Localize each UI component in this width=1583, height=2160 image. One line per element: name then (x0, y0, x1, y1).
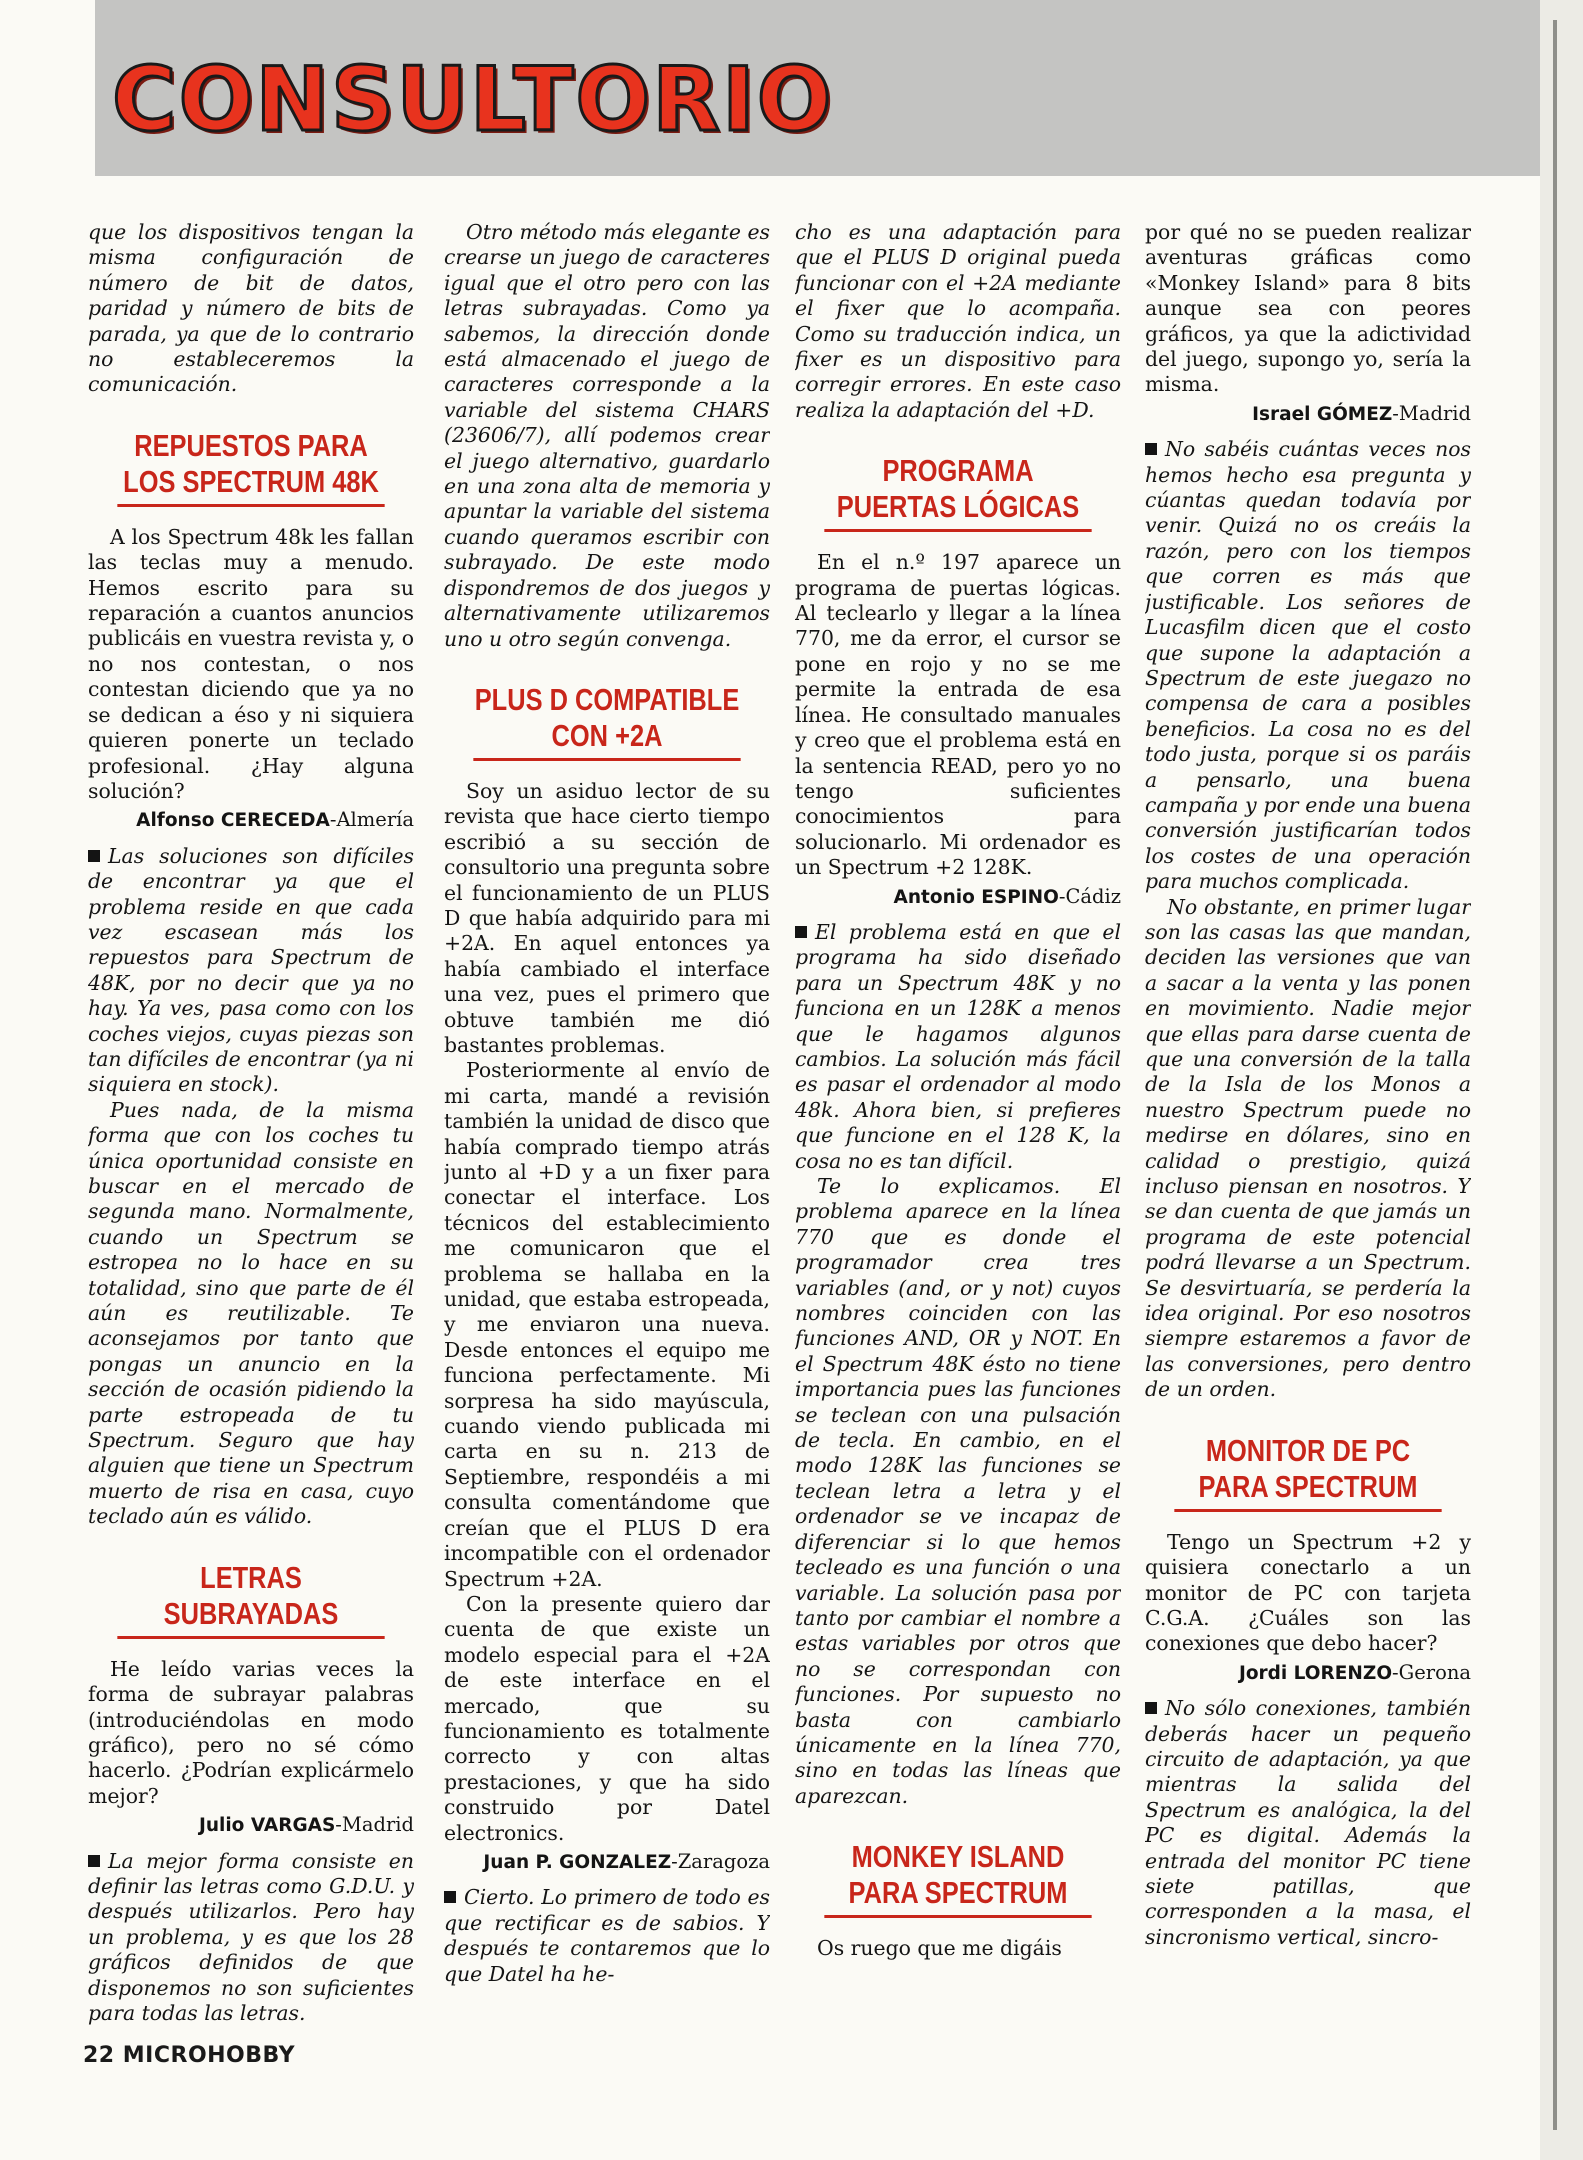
question-text: He leído varias veces la forma de subrayar palabras (introduciéndolas en modo gráfico), pero no sé cómo hacerlo. ¿Podrían explicármelo mejor? (88, 1656, 414, 1808)
heading-plus-d: PLUS D COMPATIBLE CON +2A (473, 682, 740, 761)
answer-body: No sólo conexiones, también deberás hacer un pequeño circuito de adaptación, ya que mientras la salida del Spectrum es analógica, la del PC es digital. Además la entrada del monitor PC tiene siete patillas, que corresponden a la masa, el sincronismo vertical, sincro- (1145, 1696, 1471, 1949)
answer-text: Te lo explicamos. El problema aparece en la línea 770 que es donde el programador crea tres variables (and, or y not) cuyos nombres coinciden con las funciones AND, OR y NOT. En el Spectrum 48K ésto no tiene importancia pues las funciones se teclean con una pulsación de tecla. En cambio, en el modo 128K las funciones se teclean letra a letra y el ordenador se ve incapaz de diferenciar si lo que hemos tecleado es una función o una variable. La solución pasa por tanto por cambiar el nombre a estas variables por otros que no se correspondan con funciones. Por supuesto no basta con cambiarlo únicamente en la línea 770, sino en todas las líneas que aparezcan. (795, 1174, 1121, 1808)
question-text: A los Spectrum 48k les fallan las teclas muy a menudo. Hemos escrito para su reparación a cuantos anuncios publicáis en vuestra revista y, o no nos contestan, o nos contestan diciendo que ya no se dedican a éso y ni siquiera quieren ponerte un teclado profesional. ¿Hay alguna solución? (88, 524, 414, 803)
page-edge-line (1553, 20, 1557, 2130)
signature (88, 1812, 414, 1838)
question-text: Posteriormente al envío de mi carta, mandé a revisión también la unidad de disco que había comprado tiempo atrás junto al +D y a un fixer para conectar el interface. Los técnicos del establecimiento me comunicaron que el problema se hallaba en la unidad, que estaba estropeada, y me enviaron una nueva. Desde entonces el equipo me funciona perfectamente. Mi sorpresa ha sido mayúscula, cuando viendo publicada mi carta en su n. 213 de Septiembre, respondéis a mi consulta comentándome que creían que el PLUS D era incompatible con el ordenador Spectrum +2A. (444, 1058, 770, 1591)
heading-puertas: PROGRAMA PUERTAS LÓGICAS (824, 453, 1091, 532)
answer-text (88, 1849, 414, 2027)
answer-body: La mejor forma consiste en definir las letras como G.D.U. y después utilizarlos. Pero hay un problema, y es que los 28 gráficos definidos de que disponemos no son suficientes para todas las letras. (88, 1848, 414, 2025)
question-text: Con la presente quiero dar cuenta de que existe un modelo especial para el +2A de este interface en el mercado, que su funcionamiento es totalmente correcto y con altas prestaciones, y que ha sido construido por Datel electronics. (444, 1591, 770, 1845)
author-name: Israel GÓMEZ (1252, 403, 1393, 425)
answer-continuation: Otro método más elegante es crearse un juego de caracteres igual que el otro pero con las letras subrayadas. Como ya sabemos, la dirección donde está almacenado el juego de caracteres corresponde a la variable del sistema CHARS (23606/7), allí podemos crear el juego alternativo, guardarlo en una zona alta de memoria y apuntar la variable del sistema cuando queramos escribir con subrayado. De este modo dispondremos de dos juegos y alternativamente utilizaremos uno u otro según convenga. (444, 220, 770, 651)
author-city: -Madrid (1392, 401, 1471, 425)
heading-letras: LETRAS SUBRAYADAS (117, 1560, 384, 1639)
column-3 (795, 220, 1121, 2065)
author-name: Julio VARGAS (198, 1815, 336, 1837)
answer-continuation: cho es una adaptación para que el PLUS D original pueda funcionar con el +2A mediante el fixer que lo acompaña. Como su traducción indica, un fixer es un dispositivo para corregir errores. En este caso realiza la adaptación del +D. (795, 220, 1121, 422)
answer-text (88, 844, 414, 1098)
answer-bullet-icon (444, 1891, 456, 1903)
heading-repuestos: REPUESTOS PARA LOS SPECTRUM 48K (117, 428, 384, 507)
answer-bullet-icon (88, 1855, 100, 1867)
answer-text: No obstante, en primer lugar son las casas las que mandan, deciden las versiones que van a sacar a la venta y las ponen en movimiento. Nadie mejor que ellas para darse cuenta de que una conversión de la talla de la Isla de los Monos a nuestro Spectrum puede no medirse en dólares, sino en calidad o prestigio, quizá incluso piensan en nosotros. Y se dan cuenta de que jamás un programa de este potencial podrá llevarse a un Spectrum. Se desvirtuaría, se perdería la idea original. Por eso nosotros siempre estaremos a favor de las conversiones, pero dentro de un orden. (1145, 894, 1471, 1402)
answer-bullet-icon (1145, 1702, 1157, 1714)
signature (88, 807, 414, 833)
answer-body: No sabéis cuántas veces nos hemos hecho esa pregunta y cúantas quedan todavía por venir. Quizá no os creáis la razón, pero con los tiempos que corren es más que justificable. Los señores de Lucasfilm dicen que el costo que supone la adaptación a Spectrum de este juegazo no compensa de cara a posibles beneficios. La cosa no es del todo justa, porque si os paráis a pensarlo, una buena campaña y por ende una buena conversión justificarían todos los costes de una operación para muchos complicada. (1145, 437, 1471, 894)
answer-text (795, 920, 1121, 1174)
answer-text (1145, 437, 1471, 894)
page-edge (1540, 0, 1583, 2160)
column-4 (1145, 220, 1471, 2065)
author-city: -Almería (329, 808, 414, 832)
heading-monitor-pc: MONITOR DE PC PARA SPECTRUM (1174, 1433, 1441, 1512)
author-city: -Cádiz (1058, 884, 1121, 908)
answer-text (444, 1885, 770, 1987)
question-text: Soy un asiduo lector de su revista que hace cierto tiempo escribió a su sección de consultorio una pregunta sobre el funcionamiento de un PLUS D que había adquirido para mi +2A. En aquel entonces ya había cambiado el interface una vez, pues el primero que obtuve también me dió bastantes problemas. (444, 778, 770, 1057)
section-title: CONSULTORIO (112, 48, 834, 151)
signature (444, 1849, 770, 1875)
author-city: -Gerona (1392, 1660, 1471, 1684)
answer-bullet-icon (795, 926, 807, 938)
author-city: -Zaragoza (671, 1849, 770, 1873)
answer-continuation: que los dispositivos tengan la misma configuración de número de bit de datos, paridad y número de bits de parada, ya que de lo contrario no estableceremos la comunicación. (88, 220, 414, 397)
question-text: Os ruego que me digáis (817, 1936, 1062, 1961)
question-continuation: por qué no se pueden realizar aventuras gráficas como «Monkey Island» para 8 bits aunque sea con peores gráficos, ya que la adictividad del juego, supongo yo, sería la misma. (1145, 220, 1471, 397)
answer-text: Pues nada, de la misma forma que con los coches tu única oportunidad consiste en buscar en el mercado de segunda mano. Normalmente, cuando un Spectrum se estropea no lo hace en su totalidad, sino que parte de él aún es reutilizable. Te aconsejamos por tanto que pongas un anuncio en la sección de ocasión pidiendo la parte estropeada de tu Spectrum. Seguro que hay alguien que tiene un Spectrum muerto de risa en casa, cuyo teclado aún es válido. (88, 1097, 414, 1529)
page-footer: 22 MICROHOBBY (83, 2043, 296, 2068)
author-name: Juan P. GONZALEZ (483, 1851, 672, 1873)
answer-body: Cierto. Lo primero de todo es que rectificar es de sabios. Y después te contaremos que lo que Datel ha he- (444, 1885, 770, 1986)
signature (1145, 1660, 1471, 1686)
answer-bullet-icon (1145, 443, 1157, 455)
question-text: En el n.º 197 aparece un programa de puertas lógicas. Al teclearlo y llegar a la línea 770, me da error, el cursor se pone en rojo y no se me permite la entrada de esa línea. He consultado manuales y creo que el problema está en la sentencia READ, pero yo no tengo suficientes conocimientos para solucionarlo. Mi ordenador es un Spectrum +2 128K. (795, 550, 1121, 880)
heading-monkey-island: MONKEY ISLAND PARA SPECTRUM (824, 1839, 1091, 1918)
signature (1145, 401, 1471, 427)
answer-body: Las soluciones son difíciles de encontrar ya que el problema reside en que cada vez escasean más los repuestos para Spectrum de 48K, por no decir que ya no hay. Ya ves, pasa como con los coches viejos, cuyas piezas son tan difíciles de encontrar (ya ni siquiera en stock). (88, 843, 414, 1097)
signature (795, 884, 1121, 910)
author-name: Jordi LORENZO (1238, 1662, 1393, 1684)
author-city: -Madrid (335, 1813, 414, 1837)
column-1 (88, 220, 414, 2065)
column-2 (444, 220, 770, 2065)
author-name: Antonio ESPINO (893, 886, 1059, 908)
question-text: Tengo un Spectrum +2 y quisiera conectarlo a un monitor de PC con tarjeta C.G.A. ¿Cuáles son las conexiones que debo hacer? (1145, 1529, 1471, 1656)
author-name: Alfonso CERECEDA (136, 810, 330, 832)
answer-body: El problema está en que el programa ha sido diseñado para un Spectrum 48K y no funciona en un 128K a menos que le hagamos algunos cambios. La solución más fácil es pasar el ordenador al modo 48k. Ahora bien, si prefieres que funcione en el 128 K, la cosa no es tan difícil. (795, 919, 1121, 1173)
answer-bullet-icon (88, 850, 100, 862)
answer-text (1145, 1696, 1471, 1950)
